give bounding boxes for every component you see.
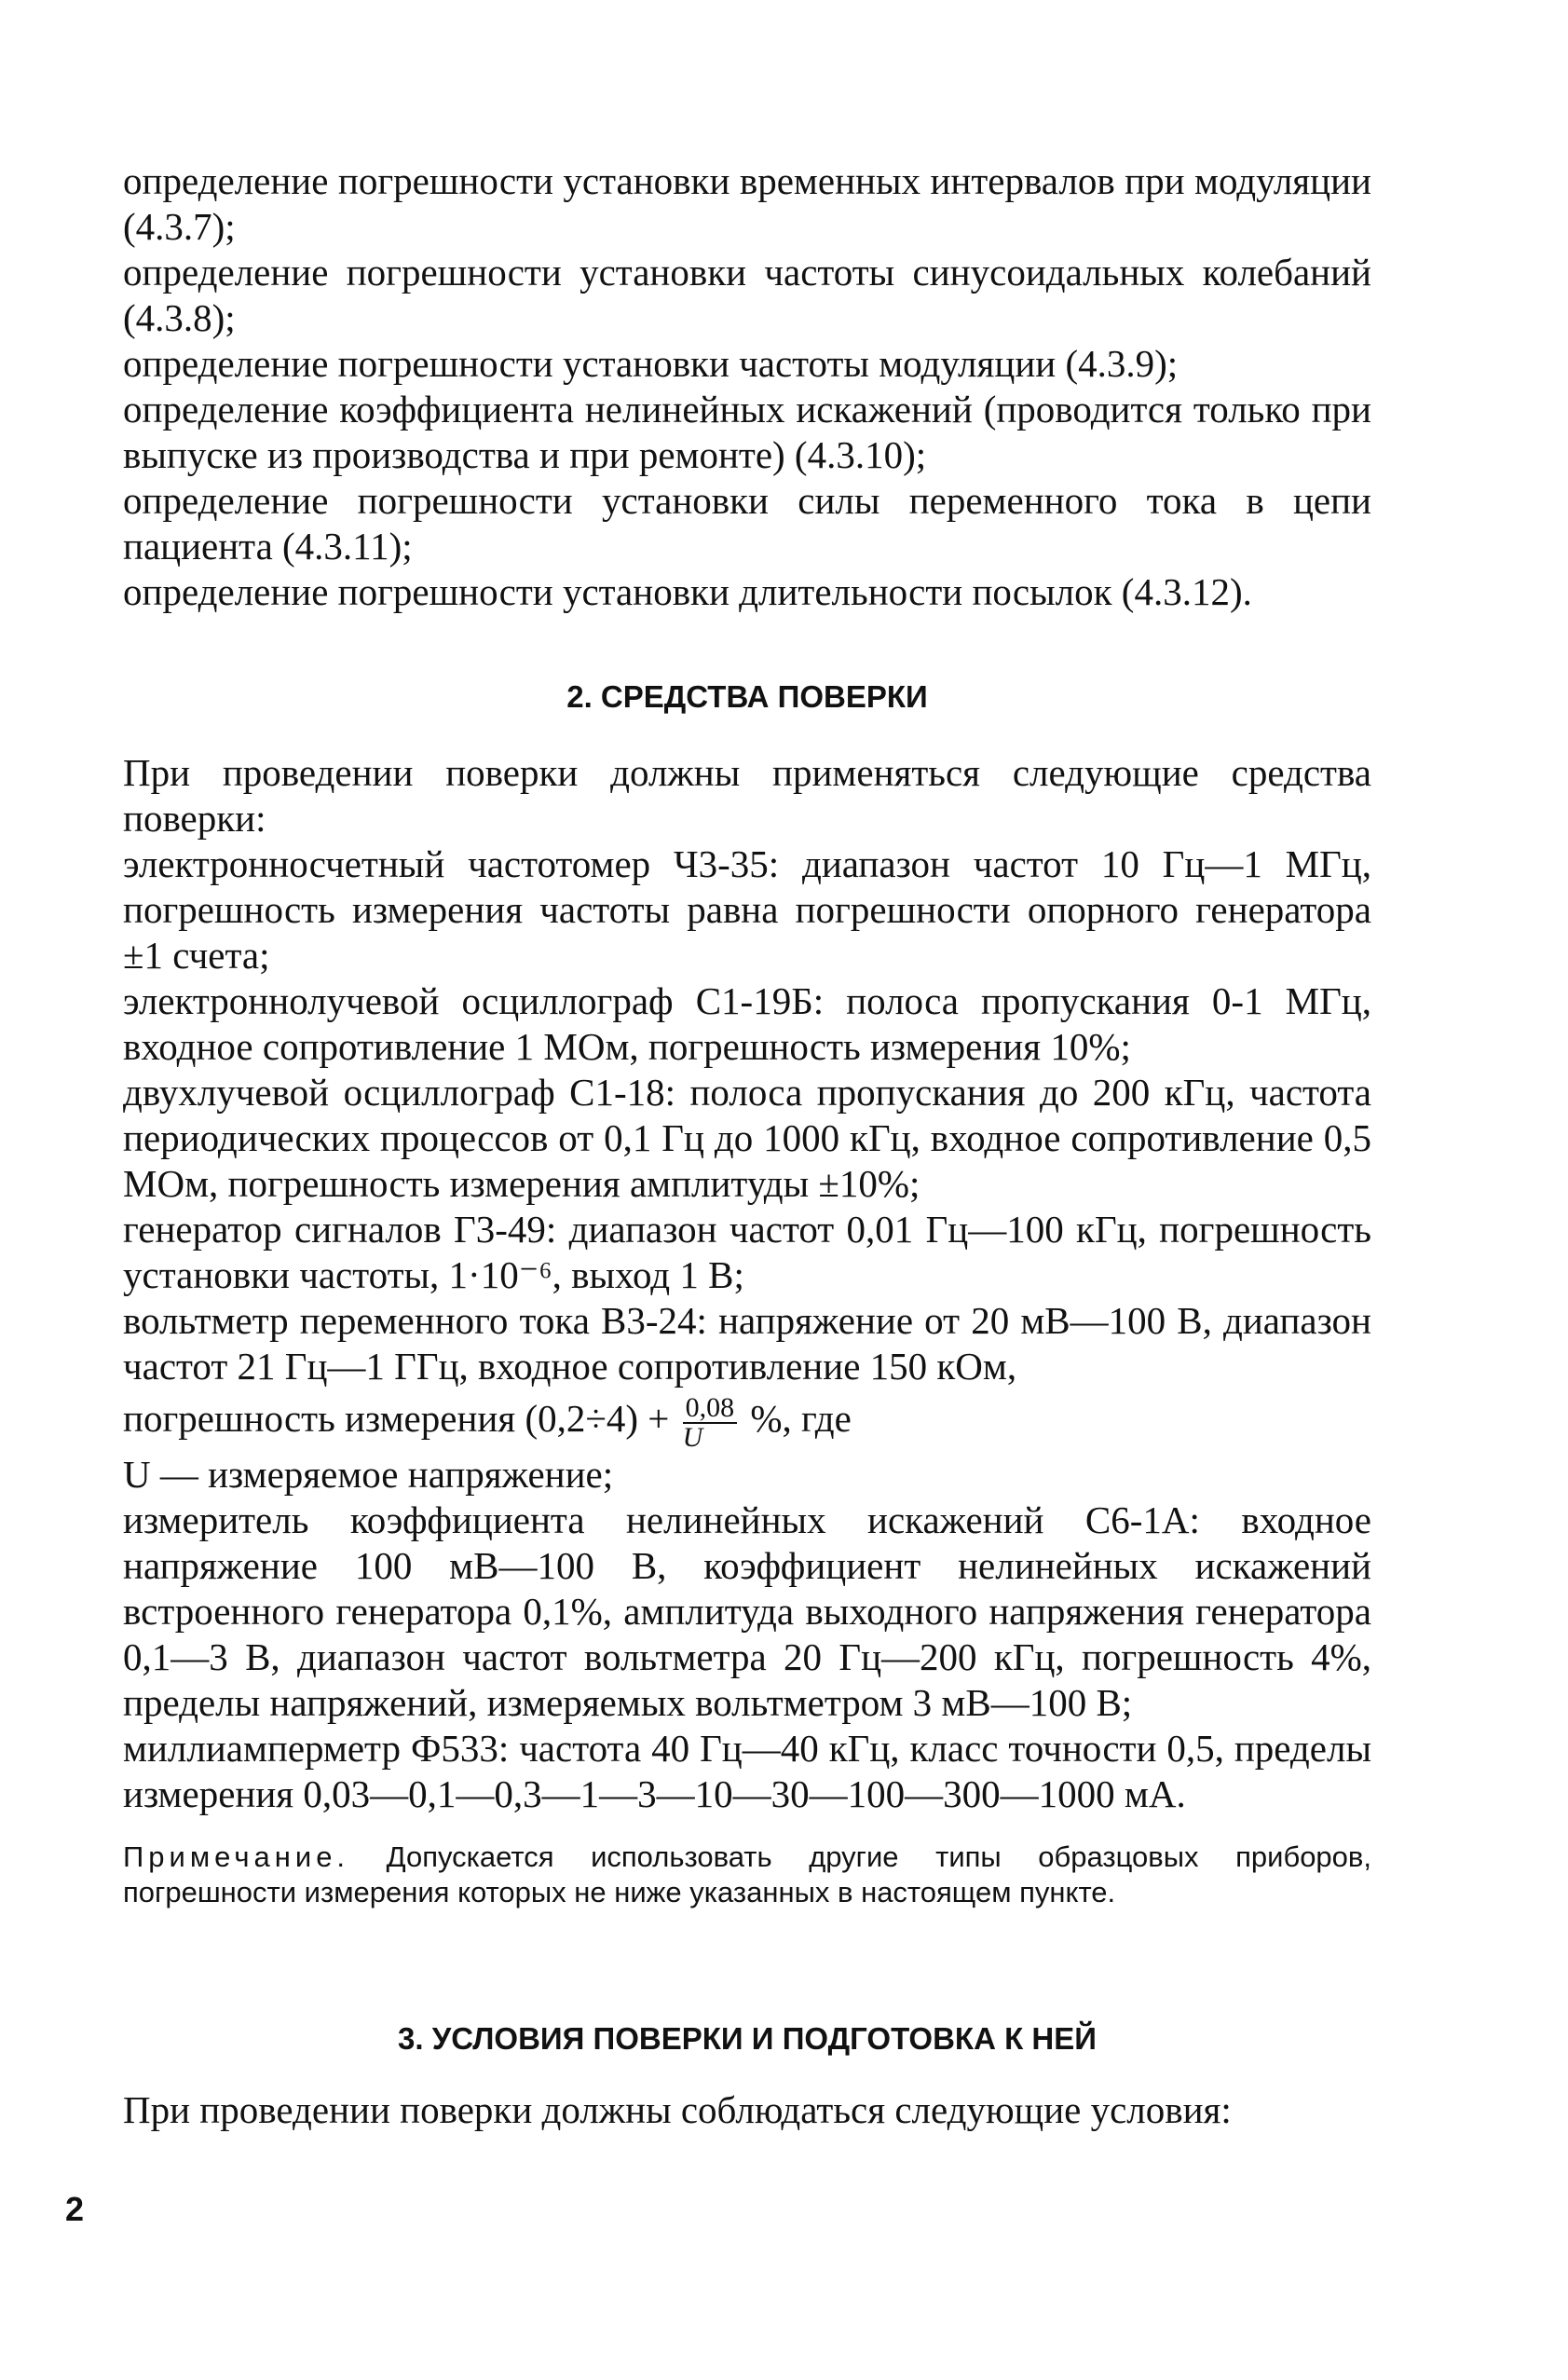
intro-list <box>123 158 1371 615</box>
intro-item: определение погрешности установки временных интервалов при модуляции (4.3.7); <box>123 159 1371 248</box>
section-2-heading: 2. СРЕДСТВА ПОВЕРКИ <box>566 679 928 714</box>
note <box>123 1840 1371 1910</box>
formula-prefix: погрешность измерения (0,2÷4) + <box>123 1397 670 1440</box>
instrument-item: генератор сигналов Г3-49: диапазон частот 0,01 Гц—100 кГц, погрешность установки частоты, 1·10⁻⁶, выход 1 В; <box>123 1208 1371 1296</box>
intro-item: определение коэффициента нелинейных искажений (проводится только при выпуске из производства и при ремонте) (4.3.10); <box>123 388 1371 476</box>
note-text: Допускается использовать другие типы образцовых приборов, погрешности измерения которых не ниже указанных в настоящем пункте. <box>123 1840 1371 1908</box>
instrument-item: измеритель коэффициента нелинейных искажений С6-1А: входное напряжение 100 мВ—100 В, коэффициент нелинейных искажений встроенного генератора 0,1%, амплитуда выходного напряжения генератора 0,1—3 В, диапазон частот вольтметра 20 Гц—200 кГц, погрешность 4%, пределы напряжений, измеряемых вольтметром 3 мВ—100 В; <box>123 1498 1371 1724</box>
formula-fraction <box>682 1391 738 1453</box>
instrument-item: электронносчетный частотомер Ч3-35: диапазон частот 10 Гц—1 МГц, погрешность измерения частоты равна погрешности опорного генератора ±1 счета; <box>123 842 1371 977</box>
section-2-lead: При проведении поверки должны применяться следующие средства поверки: <box>123 751 1371 840</box>
u-definition: U — измеряемое напряжение; <box>123 1452 614 1496</box>
page-number: 2 <box>65 2190 85 2228</box>
instrument-item: миллиамперметр Ф533: частота 40 Гц—40 кГц, класс точности 0,5, пределы измерения 0,03—0,1—0,3—1—3—10—30—100—300—1000 мА. <box>123 1726 1371 1815</box>
voltmeter-item: вольтметр переменного тока В3-24: напряжение от 20 мВ—100 В, диапазон частот 21 Гц—1 ГГц, входное сопротивление 150 кОм, <box>123 1299 1371 1388</box>
fraction-denominator: U <box>682 1421 703 1453</box>
intro-item: определение погрешности установки частоты синусоидальных колебаний (4.3.8); <box>123 251 1371 339</box>
fraction-numerator: 0,08 <box>683 1394 738 1424</box>
intro-item: определение погрешности установки частоты модуляции (4.3.9); <box>123 342 1179 385</box>
section-3-body <box>123 2087 1371 2133</box>
note-label: Примечание. <box>123 1840 350 1873</box>
section-3-heading: 3. УСЛОВИЯ ПОВЕРКИ И ПОДГОТОВКА К НЕЙ <box>398 2021 1097 2056</box>
instrument-item: электроннолучевой осциллограф С1-19Б: полоса пропускания 0-1 МГц, входное сопротивление 1 МОм, погрешность измерения 10%; <box>123 979 1371 1068</box>
section-3-lead: При проведении поверки должны соблюдаться следующие условия: <box>123 2088 1232 2131</box>
intro-item: определение погрешности установки длительности посылок (4.3.12). <box>123 570 1252 613</box>
instrument-item: двухлучевой осциллограф С1-18: полоса пропускания до 200 кГц, частота периодических процессов от 0,1 Гц до 1000 кГц, входное сопротивление 0,5 МОм, погрешность измерения амплитуды ±10%; <box>123 1071 1371 1205</box>
voltmeter-formula <box>123 1389 1371 1452</box>
section-2-body <box>123 750 1371 1910</box>
formula-suffix: %, где <box>750 1397 852 1440</box>
intro-item: определение погрешности установки силы переменного тока в цепи пациента (4.3.11); <box>123 479 1371 568</box>
